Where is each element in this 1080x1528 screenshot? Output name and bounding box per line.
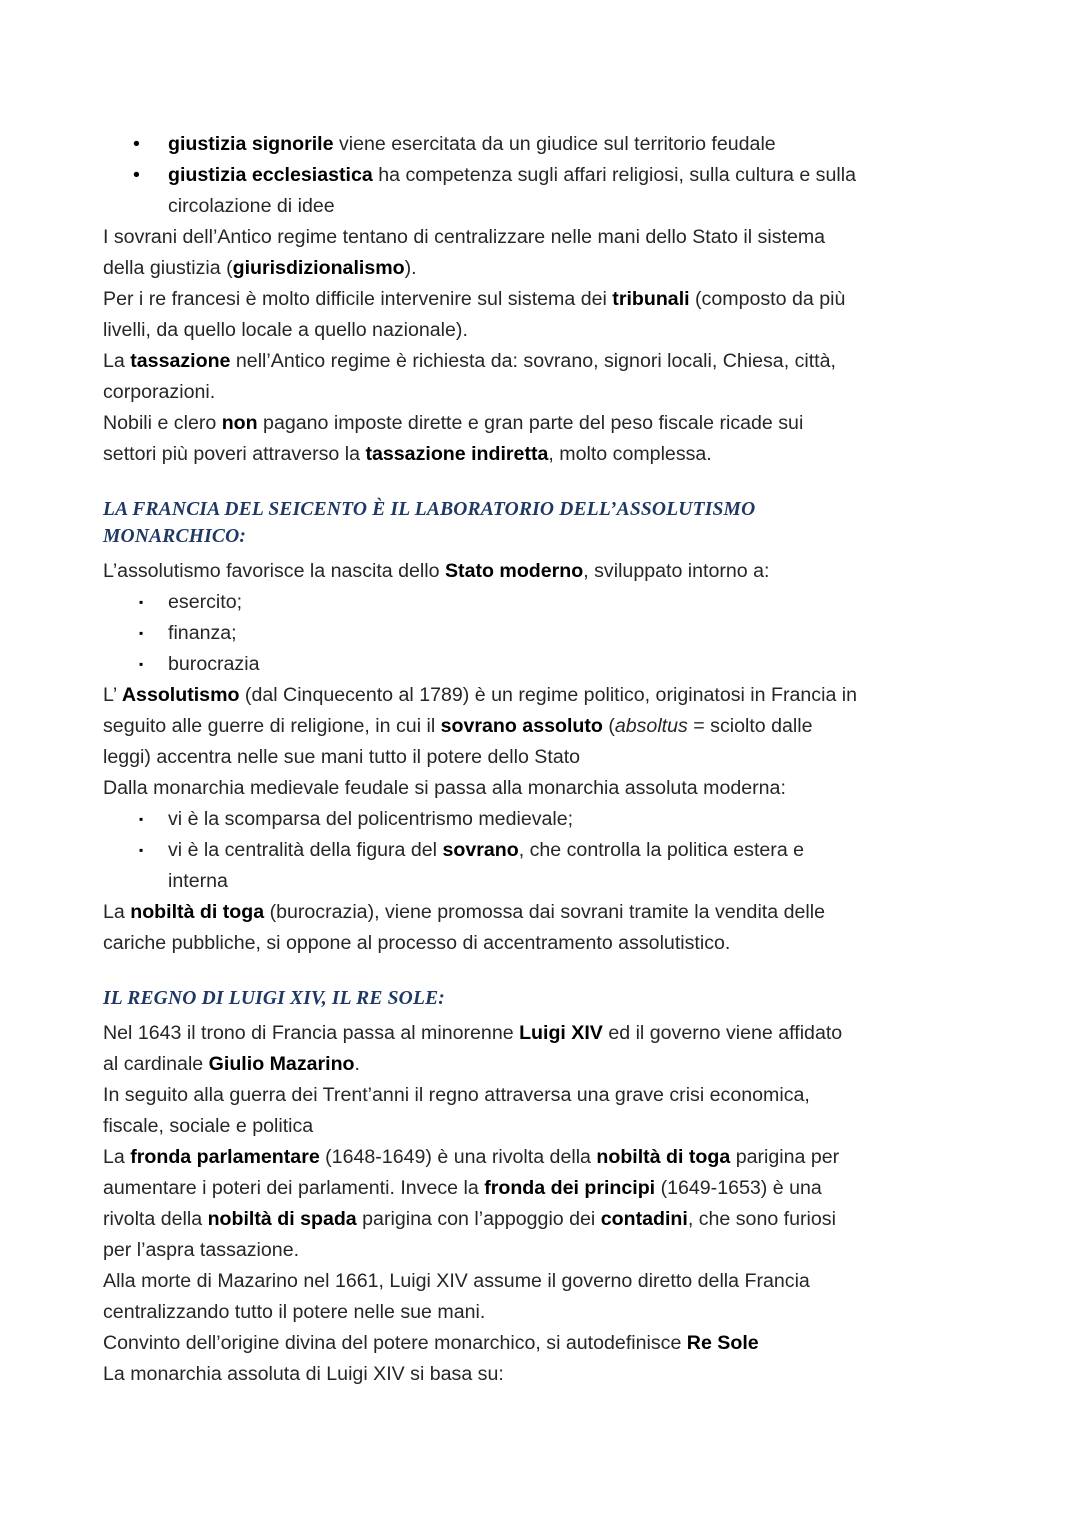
- bold-term: tassazione: [130, 350, 231, 372]
- paragraph: [103, 1359, 1003, 1390]
- text-span: pagano imposte dirette e gran parte del peso fiscale ricade sui: [257, 412, 804, 434]
- text-span: settori più poveri attraverso la: [103, 443, 366, 465]
- text-span: ha competenza sugli affari religiosi, sulla cultura e sulla: [372, 164, 856, 186]
- text-span: , molto complessa.: [548, 443, 712, 465]
- text-span: Nel 1643 il trono di Francia passa al minorenne: [103, 1022, 520, 1044]
- text-span: ed il governo viene affidato: [602, 1022, 843, 1044]
- text-span: della giustizia (: [103, 257, 233, 279]
- paragraph: [103, 346, 1003, 408]
- text-span: livelli, da quello locale a quello nazionale).: [103, 319, 468, 341]
- text-span: corporazioni.: [103, 381, 216, 403]
- bold-term: nobiltà di toga: [596, 1146, 731, 1168]
- text-span: esercito;: [168, 591, 243, 613]
- text-span: L’assolutismo favorisce la nascita dello: [103, 560, 445, 582]
- text-span: IL REGNO DI LUIGI XIV, IL RE SOLE:: [103, 988, 445, 1009]
- square-bullet-icon: ▪: [139, 812, 144, 826]
- text-span: parigina per: [730, 1146, 840, 1168]
- text-span: , che controlla la politica estera e: [518, 839, 805, 861]
- bold-term: giustizia signorile: [168, 133, 334, 155]
- list-item: [103, 618, 1003, 649]
- text-span: I sovrani dell’Antico regime tentano di centralizzare nelle mani dello Stato il sistema: [103, 226, 826, 248]
- paragraph: [103, 1018, 1003, 1080]
- text-span: cariche pubbliche, si oppone al processo di accentramento assolutistico.: [103, 932, 731, 954]
- text-span: Alla morte di Mazarino nel 1661, Luigi XIV assume il governo diretto della Francia: [103, 1270, 810, 1292]
- text-span: finanza;: [168, 622, 237, 644]
- text-span: .: [354, 1053, 360, 1075]
- text-span: circolazione di idee: [168, 195, 335, 217]
- list-item: [103, 160, 1003, 222]
- text-span: burocrazia: [168, 653, 260, 675]
- text-span: MONARCHICO:: [103, 526, 247, 547]
- text-span: (composto da più: [689, 288, 846, 310]
- bullet-icon: •: [133, 133, 140, 155]
- bold-term: sovrano assoluto: [440, 715, 603, 737]
- section-heading: [103, 985, 1003, 1012]
- text-span: La: [103, 1146, 131, 1168]
- text-span: per l’aspra tassazione.: [103, 1239, 300, 1261]
- text-span: al cardinale: [103, 1053, 209, 1075]
- list-item: [103, 649, 1003, 680]
- text-span: LA FRANCIA DEL SEICENTO È IL LABORATORIO DELL’ASSOLUTISMO: [103, 499, 756, 520]
- bold-term: fronda parlamentare: [130, 1146, 320, 1168]
- text-span: (dal Cinquecento al 1789) è un regime politico, originatosi in Francia in: [239, 684, 858, 706]
- text-span: leggi) accentra nelle sue mani tutto il potere dello Stato: [103, 746, 581, 768]
- bold-term: sovrano: [442, 839, 519, 861]
- paragraph: [103, 556, 1003, 587]
- paragraph: [103, 222, 1003, 284]
- text-span: vi è la centralità della figura del: [168, 839, 443, 861]
- text-span: (1649-1653) è una: [655, 1177, 822, 1199]
- bold-term: Giulio Mazarino: [208, 1053, 355, 1075]
- text-span: centralizzando tutto il potere nelle sue mani.: [103, 1301, 486, 1323]
- text-span: seguito alle guerre di religione, in cui il: [103, 715, 441, 737]
- bold-term: fronda dei principi: [484, 1177, 656, 1199]
- text-span: vi è la scomparsa del policentrismo medievale;: [168, 808, 574, 830]
- text-span: Per i re francesi è molto difficile intervenire sul sistema dei: [103, 288, 613, 310]
- list-item: [103, 804, 1003, 835]
- list-item: [103, 129, 1003, 160]
- bold-term: giustizia ecclesiastica: [168, 164, 373, 186]
- square-bullet-icon: ▪: [139, 626, 144, 640]
- square-bullet-icon: ▪: [139, 657, 144, 671]
- text-span: aumentare i poteri dei parlamenti. Invece la: [103, 1177, 485, 1199]
- text-span: La: [103, 901, 131, 923]
- bold-term: tassazione indiretta: [365, 443, 549, 465]
- bold-term: nobiltà di toga: [130, 901, 265, 923]
- bold-term: Stato moderno: [444, 560, 584, 582]
- text-span: nell’Antico regime è richiesta da: sovrano, signori locali, Chiesa, città,: [230, 350, 836, 372]
- paragraph: [103, 773, 1003, 804]
- bullet-icon: •: [133, 164, 140, 186]
- text-span: L’: [103, 684, 122, 706]
- text-span: = sciolto dalle: [687, 715, 813, 737]
- paragraph: [103, 1266, 1003, 1328]
- text-span: Dalla monarchia medievale feudale si passa alla monarchia assoluta moderna:: [103, 777, 786, 799]
- text-span: ).: [404, 257, 417, 279]
- bold-term: Re Sole: [686, 1332, 759, 1354]
- text-span: parigina con l’appoggio dei: [356, 1208, 601, 1230]
- text-span: , sviluppato intorno a:: [583, 560, 770, 582]
- document-body: [103, 129, 1003, 1390]
- square-bullet-icon: ▪: [139, 595, 144, 609]
- bold-term: non: [221, 412, 258, 434]
- paragraph: [103, 284, 1003, 346]
- text-span: La monarchia assoluta di Luigi XIV si basa su:: [103, 1363, 504, 1385]
- bold-term: nobiltà di spada: [207, 1208, 357, 1230]
- text-span: interna: [168, 870, 228, 892]
- bold-term: Assolutismo: [121, 684, 240, 706]
- text-span: (1648-1649) è una rivolta della: [319, 1146, 597, 1168]
- bold-term: tribunali: [612, 288, 690, 310]
- text-span: rivolta della: [103, 1208, 208, 1230]
- paragraph: [103, 897, 1003, 959]
- section-heading: [103, 496, 1003, 550]
- list-item: [103, 835, 1003, 897]
- text-span: (burocrazia), viene promossa dai sovrani tramite la vendita delle: [264, 901, 825, 923]
- text-span: Convinto dell’origine divina del potere monarchico, si autodefinisce: [103, 1332, 687, 1354]
- text-span: La: [103, 350, 131, 372]
- bold-term: contadini: [600, 1208, 688, 1230]
- text-span: , che sono furiosi: [687, 1208, 836, 1230]
- square-bullet-icon: ▪: [139, 843, 144, 857]
- bold-term: giurisdizionalismo: [232, 257, 405, 279]
- text-span: viene esercitata da un giudice sul territorio feudale: [333, 133, 776, 155]
- paragraph: [103, 408, 1003, 470]
- text-span: (: [602, 715, 615, 737]
- bold-term: Luigi XIV: [519, 1022, 603, 1044]
- paragraph: [103, 1328, 1003, 1359]
- paragraph: [103, 1080, 1003, 1142]
- text-span: Nobili e clero: [103, 412, 222, 434]
- list-item: [103, 587, 1003, 618]
- text-span: In seguito alla guerra dei Trent’anni il regno attraversa una grave crisi economica,: [103, 1084, 810, 1106]
- paragraph: [103, 1142, 1003, 1266]
- italic-term: absoltus: [614, 715, 688, 737]
- paragraph: [103, 680, 1003, 773]
- text-span: fiscale, sociale e politica: [103, 1115, 314, 1137]
